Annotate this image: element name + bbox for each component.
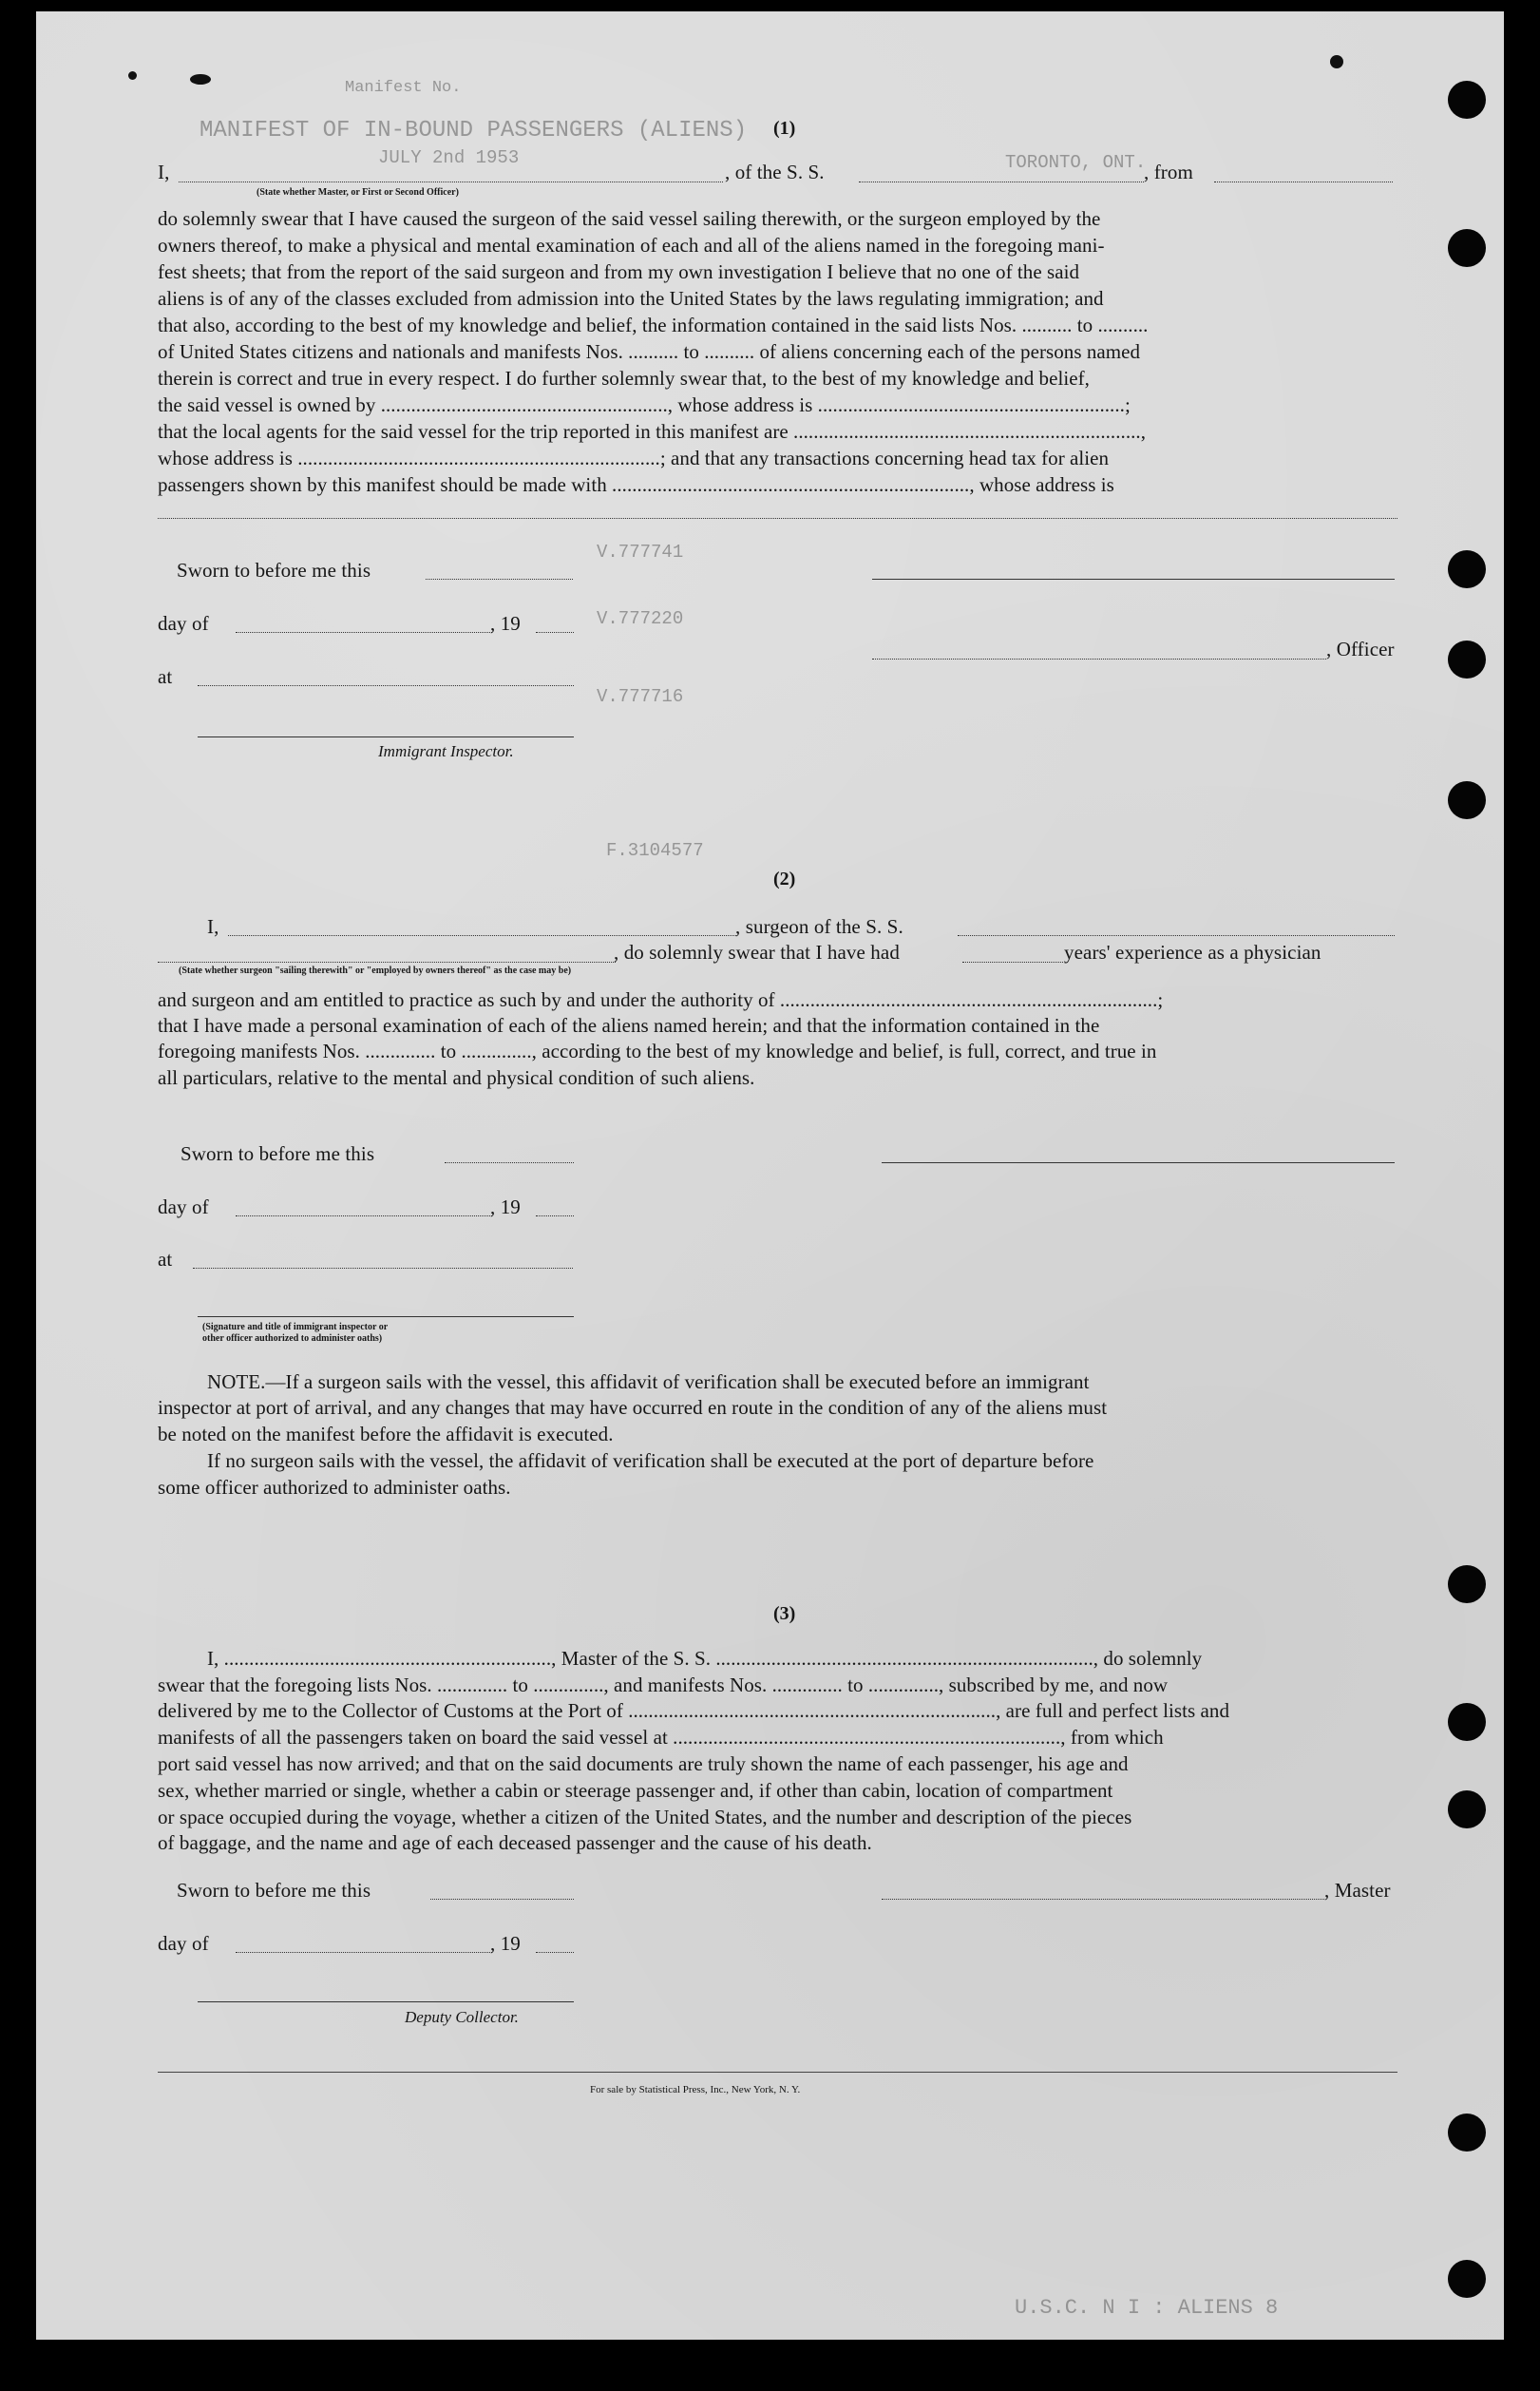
signature-note-2: other officer authorized to administer oaths) — [202, 1333, 383, 1344]
surgeon-vessel-field — [958, 935, 1395, 936]
deputy-collector-label: Deputy Collector. — [405, 2008, 519, 2026]
punch-hole — [1448, 1703, 1486, 1741]
immigrant-inspector-label: Immigrant Inspector. — [378, 742, 514, 760]
year-field — [536, 1215, 574, 1216]
printer-imprint: For sale by Statistical Press, Inc., New York, N. Y. — [590, 2084, 801, 2095]
surgeon-status-field — [158, 962, 616, 963]
footer-rule — [158, 2072, 1397, 2073]
signature-note-1: (Signature and title of immigrant inspector or — [202, 1322, 389, 1332]
oath-1-line: therein is correct and true in every respect. I do further solemnly swear that, to the best of my knowledge and belief, — [158, 367, 1090, 390]
vessel-label: , of the S. S. — [725, 161, 825, 183]
oath-2-line: foregoing manifests Nos. .............. to .............., according to the best of my knowledge and belief, is full, correct, and true in — [158, 1040, 1157, 1062]
oath-2-swear: , do solemnly swear that I have had — [614, 941, 900, 964]
oath-1-line: owners thereof, to make a physical and mental examination of each and all of the aliens named in the foregoing mani- — [158, 234, 1105, 257]
oath-2-years: years' experience as a physician — [1064, 941, 1321, 964]
inspector-signature-line — [198, 736, 574, 737]
master-label: , Master — [1324, 1879, 1391, 1902]
bleed-through-date: JULY 2nd 1953 — [378, 147, 520, 168]
punch-hole — [1448, 2114, 1486, 2152]
oath-3-line: of baggage, and the name and age of each deceased passenger and the cause of his death. — [158, 1831, 872, 1854]
punch-hole — [1448, 781, 1486, 819]
surgeon-signature-line — [882, 1162, 1395, 1163]
oath-3-line: I, ................................................................., Master of the S. S. ..........................................................................., do solemnly — [207, 1647, 1203, 1670]
officer-signature-line — [198, 1316, 574, 1317]
oath-1-line: the said vessel is owned by ........................................................., whose address is .............................................................; — [158, 393, 1131, 416]
at-field — [193, 1268, 573, 1269]
note-line: inspector at port of arrival, and any changes that may have occurred en route in the condition of any of the aliens must — [158, 1396, 1108, 1419]
at-label: at — [158, 1248, 173, 1271]
punch-hole — [1448, 641, 1486, 679]
from-label: , from — [1144, 161, 1193, 183]
ink-speck — [1330, 55, 1343, 68]
oath-1-line: that also, according to the best of my knowledge and belief, the information contained in the said lists Nos. .......... to .......... — [158, 314, 1149, 336]
officer-label: , Officer — [1326, 638, 1395, 660]
sworn-day-field — [426, 579, 573, 580]
oath-1-line: whose address is ........................................................................; and that any transactions concerning head tax for alien — [158, 447, 1110, 469]
punch-hole — [1448, 550, 1486, 588]
at-field — [198, 685, 574, 686]
day-of-field — [236, 1215, 492, 1216]
punch-hole — [1448, 1565, 1486, 1603]
note-line: some officer authorized to administer oaths. — [158, 1476, 511, 1499]
oath-1-line: aliens is of any of the classes excluded from admission into the United States by the laws regulating immigration; and — [158, 287, 1104, 310]
oath-1-line: that the local agents for the said vessel for the trip reported in this manifest are ....................................................................., — [158, 420, 1147, 443]
bleed-through-place: TORONTO, ONT. — [1005, 152, 1147, 173]
officer-title-note: (State whether Master, or First or Second Officer) — [257, 187, 459, 198]
section-number-1: (1) — [773, 118, 796, 139]
oath-1-line: do solemnly swear that I have caused the surgeon of the said vessel sailing therewith, or the surgeon employed by the — [158, 207, 1101, 230]
sworn-label: Sworn to before me this — [177, 559, 371, 582]
section-number-3: (3) — [773, 1603, 796, 1624]
year-label: , 19 — [490, 1196, 521, 1218]
year-label: , 19 — [490, 612, 521, 635]
oath-i: I, — [158, 161, 170, 183]
collector-signature-line — [198, 2001, 574, 2002]
day-of-field — [236, 1952, 492, 1953]
day-of-field — [236, 632, 492, 633]
year-field — [536, 1952, 574, 1953]
bleed-through-footer: U.S.C. N I : ALIENS 8 — [1015, 2296, 1279, 2320]
bleed-through-manifest-no: Manifest No. — [345, 79, 462, 97]
oath-2-line: all particulars, relative to the mental and physical condition of such aliens. — [158, 1066, 755, 1089]
punch-hole — [1448, 2260, 1486, 2298]
sworn-day-field — [430, 1899, 574, 1900]
note-line: be noted on the manifest before the affidavit is executed. — [158, 1423, 614, 1445]
surgeon-name-field — [228, 935, 736, 936]
sworn-label: Sworn to before me this — [177, 1879, 371, 1902]
at-label: at — [158, 665, 173, 688]
punch-hole — [1448, 81, 1486, 119]
master-signature-field — [882, 1899, 1324, 1900]
oath-1-line: passengers shown by this manifest should be made with ......................................................................., whose address is — [158, 473, 1114, 496]
punch-hole — [1448, 229, 1486, 267]
oath-3-line: port said vessel has now arrived; and that on the said documents are truly shown the name of each passenger, his age and — [158, 1752, 1129, 1775]
oath-3-line: swear that the foregoing lists Nos. .............. to .............., and manifests Nos. .............. to .............., subscribed by me, and now — [158, 1674, 1169, 1696]
year-field — [536, 632, 574, 633]
oath-3-line: delivered by me to the Collector of Customs at the Port of ........................................................................., are full and perfect lists and — [158, 1699, 1230, 1722]
oath-1-line: of United States citizens and nationals and manifests Nos. .......... to .......... of aliens concerning each of the persons named — [158, 340, 1141, 363]
oath-2-line: that I have made a personal examination of each of the aliens named herein; and that the information contained in the — [158, 1014, 1100, 1037]
ink-speck — [128, 71, 137, 80]
bleed-through-number: F.3104577 — [606, 840, 704, 861]
punch-hole — [1448, 1790, 1486, 1828]
oath-1-line: fest sheets; that from the report of the said surgeon and from my own investigation I believe that no one of the said — [158, 260, 1080, 283]
surgeon-of-label: , surgeon of the S. S. — [735, 915, 903, 938]
signature-line — [872, 579, 1395, 580]
note-line: If no surgeon sails with the vessel, the affidavit of verification shall be executed at the port of departure before — [207, 1449, 1094, 1472]
bleed-through-number: V.777716 — [597, 686, 684, 707]
surgeon-status-note: (State whether surgeon "sailing therewith" or "employed by owners thereof" as the case may be) — [179, 966, 572, 976]
section-number-2: (2) — [773, 869, 796, 889]
day-of-label: day of — [158, 1196, 209, 1218]
oath-2-line: and surgeon and am entitled to practice as such by and under the authority of ...........................................................................; — [158, 988, 1164, 1011]
day-of-label: day of — [158, 612, 209, 635]
sworn-label: Sworn to before me this — [181, 1142, 375, 1165]
oath-3-line: or space occupied during the voyage, whether a citizen of the United States, and the number and description of the pieces — [158, 1806, 1132, 1828]
note-line: NOTE.—If a surgeon sails with the vessel, this affidavit of verification shall be executed before an immigrant — [207, 1370, 1090, 1393]
address-continuation-field — [158, 518, 1397, 519]
officer-signature-field — [872, 659, 1326, 660]
sworn-day-field — [445, 1162, 574, 1163]
year-label: , 19 — [490, 1932, 521, 1955]
bleed-through-number: V.777741 — [597, 542, 684, 563]
ink-speck — [190, 74, 211, 85]
document-page — [36, 11, 1504, 2340]
day-of-label: day of — [158, 1932, 209, 1955]
years-field — [962, 962, 1063, 963]
oath-i: I, — [207, 915, 219, 938]
oath-3-line: sex, whether married or single, whether a cabin or steerage passenger and, if other than cabin, location of compartment — [158, 1779, 1113, 1802]
oath-3-line: manifests of all the passengers taken on board the said vessel at ............................................................................., from which — [158, 1726, 1164, 1749]
bleed-through-header: MANIFEST OF IN-BOUND PASSENGERS (ALIENS) — [200, 118, 748, 143]
bleed-through-number: V.777220 — [597, 608, 684, 629]
